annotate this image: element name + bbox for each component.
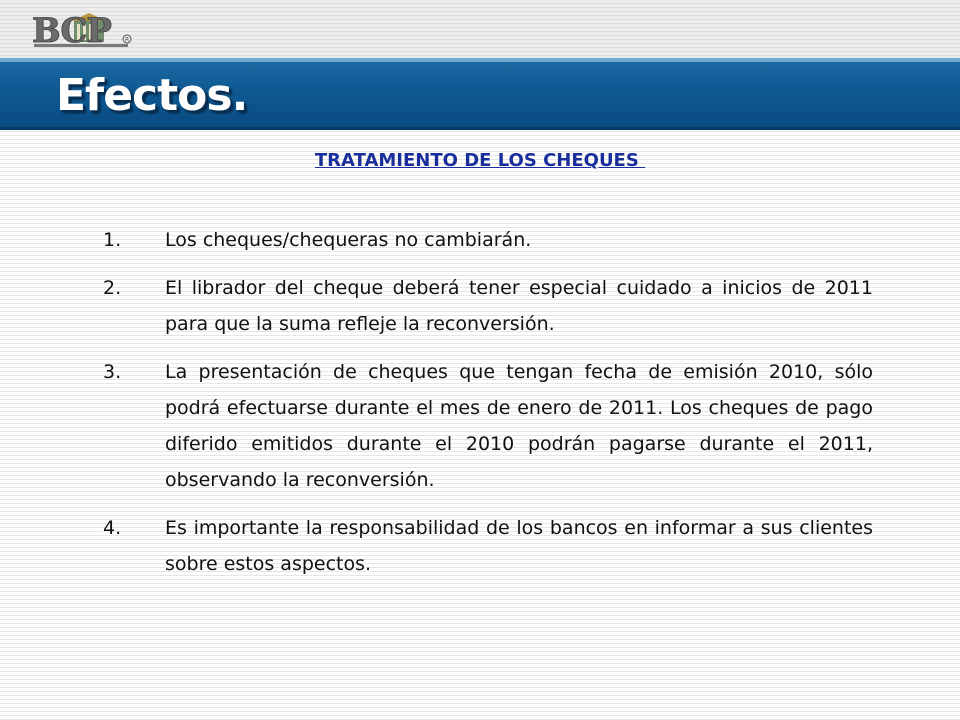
svg-text:R: R: [125, 36, 130, 44]
item-number: 4.: [103, 517, 122, 539]
page-title: Efectos.: [56, 70, 248, 121]
list-item: [103, 270, 873, 342]
list-item: [103, 354, 873, 498]
list-item: [103, 222, 873, 258]
section-heading-text: TRATAMIENTO DE LOS CHEQUES: [314, 150, 646, 171]
item-number: 3.: [103, 361, 122, 383]
item-number: 1.: [103, 229, 122, 251]
logo-bar: [0, 0, 960, 58]
logo-text: BCP: [32, 11, 111, 50]
bcp-logo: [30, 6, 134, 50]
item-text: El librador del cheque deberá tener especial cuidado a inicios de 2011 para que la suma refleje la reconversión.: [165, 277, 873, 335]
item-text: Los cheques/chequeras no cambiarán.: [165, 229, 532, 251]
item-text: La presentación de cheques que tengan fecha de emisión 2010, sólo podrá efectuarse durante el mes de enero de 2011. Los cheques de pago diferido emitidos durante el 2010 podrán pagarse durante el 2011, observando la reconversión.: [165, 361, 873, 491]
item-text: Es importante la responsabilidad de los bancos en informar a sus clientes sobre estos aspectos.: [165, 517, 873, 575]
item-number: 2.: [103, 277, 122, 299]
content-list: [103, 222, 873, 594]
list-item: [103, 510, 873, 582]
section-heading: [0, 150, 960, 171]
